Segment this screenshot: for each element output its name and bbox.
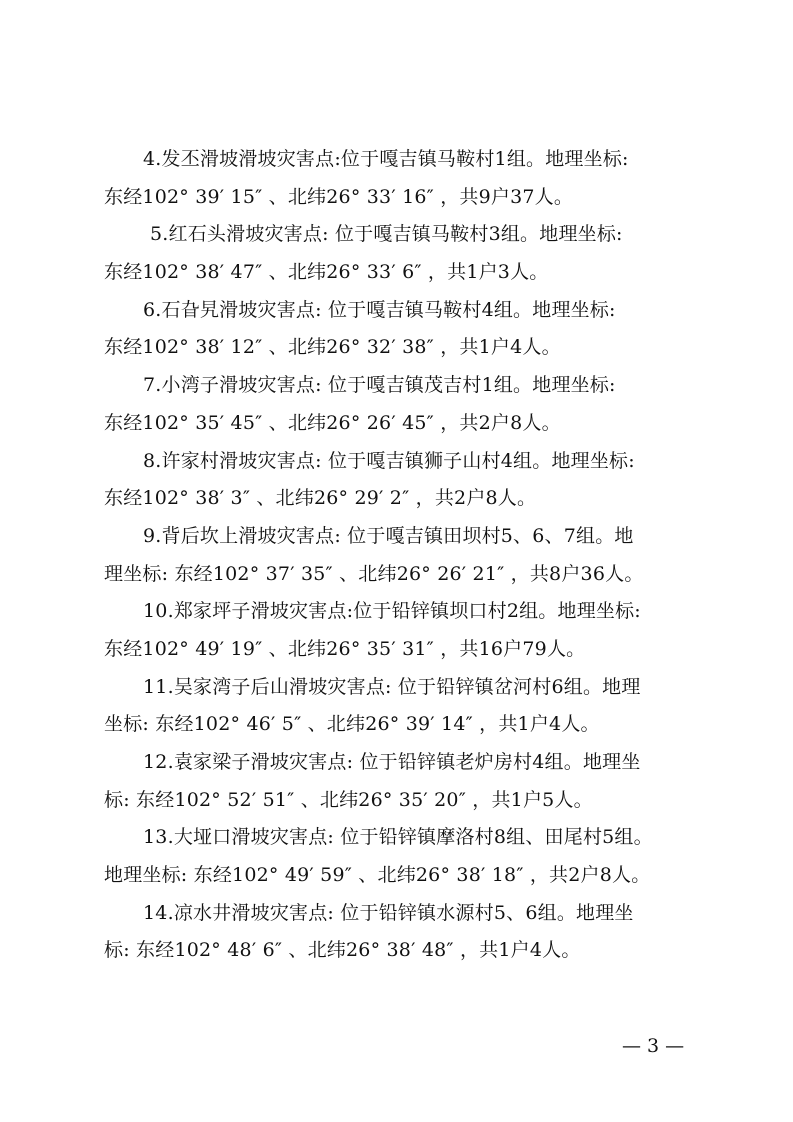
- entry-7-line-2: 东经102° 35′ 45″ 、北纬26° 26′ 45″ ，共2户8人。: [104, 411, 561, 434]
- entry-13-line-2: 地理坐标: 东经102° 49′ 59″ 、北纬26° 38′ 18″ ，共2户8人。: [104, 864, 651, 887]
- entry-13-line-1: 13.大垭口滑坡灾害点: 位于铅锌镇摩洛村8组、田尾村5组。: [143, 826, 653, 849]
- entry-5-line-1: 5.红石头滑坡灾害点: 位于嘎吉镇马鞍村3组。地理坐标:: [150, 223, 623, 246]
- entry-8-line-2: 东经102° 38′ 3″ 、北纬26° 29′ 2″ ，共2户8人。: [104, 487, 537, 510]
- entry-5-line-2: 东经102° 38′ 47″ 、北纬26° 33′ 6″ ，共1户3人。: [104, 261, 549, 284]
- entry-12-line-2: 标: 东经102° 52′ 51″ 、北纬26° 35′ 20″ ，共1户5人。: [104, 788, 593, 811]
- entry-9-line-1: 9.背后坎上滑坡灾害点: 位于嘎吉镇田坝村5、6、7组。地: [143, 524, 634, 547]
- entry-11-line-1: 11.吴家湾子后山滑坡灾害点: 位于铅锌镇岔河村6组。地理: [143, 675, 641, 698]
- entry-4-line-1: 4.发丕滑坡滑坡灾害点:位于嘎吉镇马鞍村1组。地理坐标:: [143, 148, 629, 170]
- entry-14-line-2: 标: 东经102° 48′ 6″ 、北纬26° 38′ 48″ ，共1户4人。: [104, 939, 581, 962]
- entry-4-line-2: 东经102° 39′ 15″ 、北纬26° 33′ 16″ ，共9户37人。: [104, 185, 574, 208]
- entry-7-line-1: 7.小湾子滑坡灾害点: 位于嘎吉镇茂吉村1组。地理坐标:: [143, 374, 616, 397]
- entry-10-line-2: 东经102° 49′ 19″ 、北纬26° 35′ 31″ ，共16户79人。: [104, 637, 586, 660]
- entry-12-line-1: 12.袁家梁子滑坡灾害点: 位于铅锌镇老炉房村4组。地理坐: [143, 751, 641, 773]
- entry-8-line-1: 8.许家村滑坡灾害点: 位于嘎吉镇狮子山村4组。地理坐标:: [143, 449, 635, 472]
- hazard-point-list: [104, 141, 690, 970]
- entry-14-line-1: 14.凉水井滑坡灾害点: 位于铅锌镇水源村5、6组。地理坐: [143, 901, 634, 924]
- entry-9-line-2: 理坐标: 东经102° 37′ 35″ 、北纬26° 26′ 21″ ，共8户36人。: [104, 562, 644, 585]
- entry-6-line-1: 6.石旮旯滑坡灾害点: 位于嘎吉镇马鞍村4组。地理坐标:: [143, 298, 616, 321]
- entry-6-line-2: 东经102° 38′ 12″ 、北纬26° 32′ 38″ ，共1户4人。: [104, 336, 561, 359]
- entry-11-line-2: 坐标: 东经102° 46′ 5″ 、北纬26° 39′ 14″ ，共1户4人。: [104, 713, 600, 736]
- entry-10-line-1: 10.郑家坪子滑坡灾害点:位于铅锌镇坝口村2组。地理坐标:: [143, 600, 641, 623]
- page-number: — 3 —: [622, 1035, 685, 1057]
